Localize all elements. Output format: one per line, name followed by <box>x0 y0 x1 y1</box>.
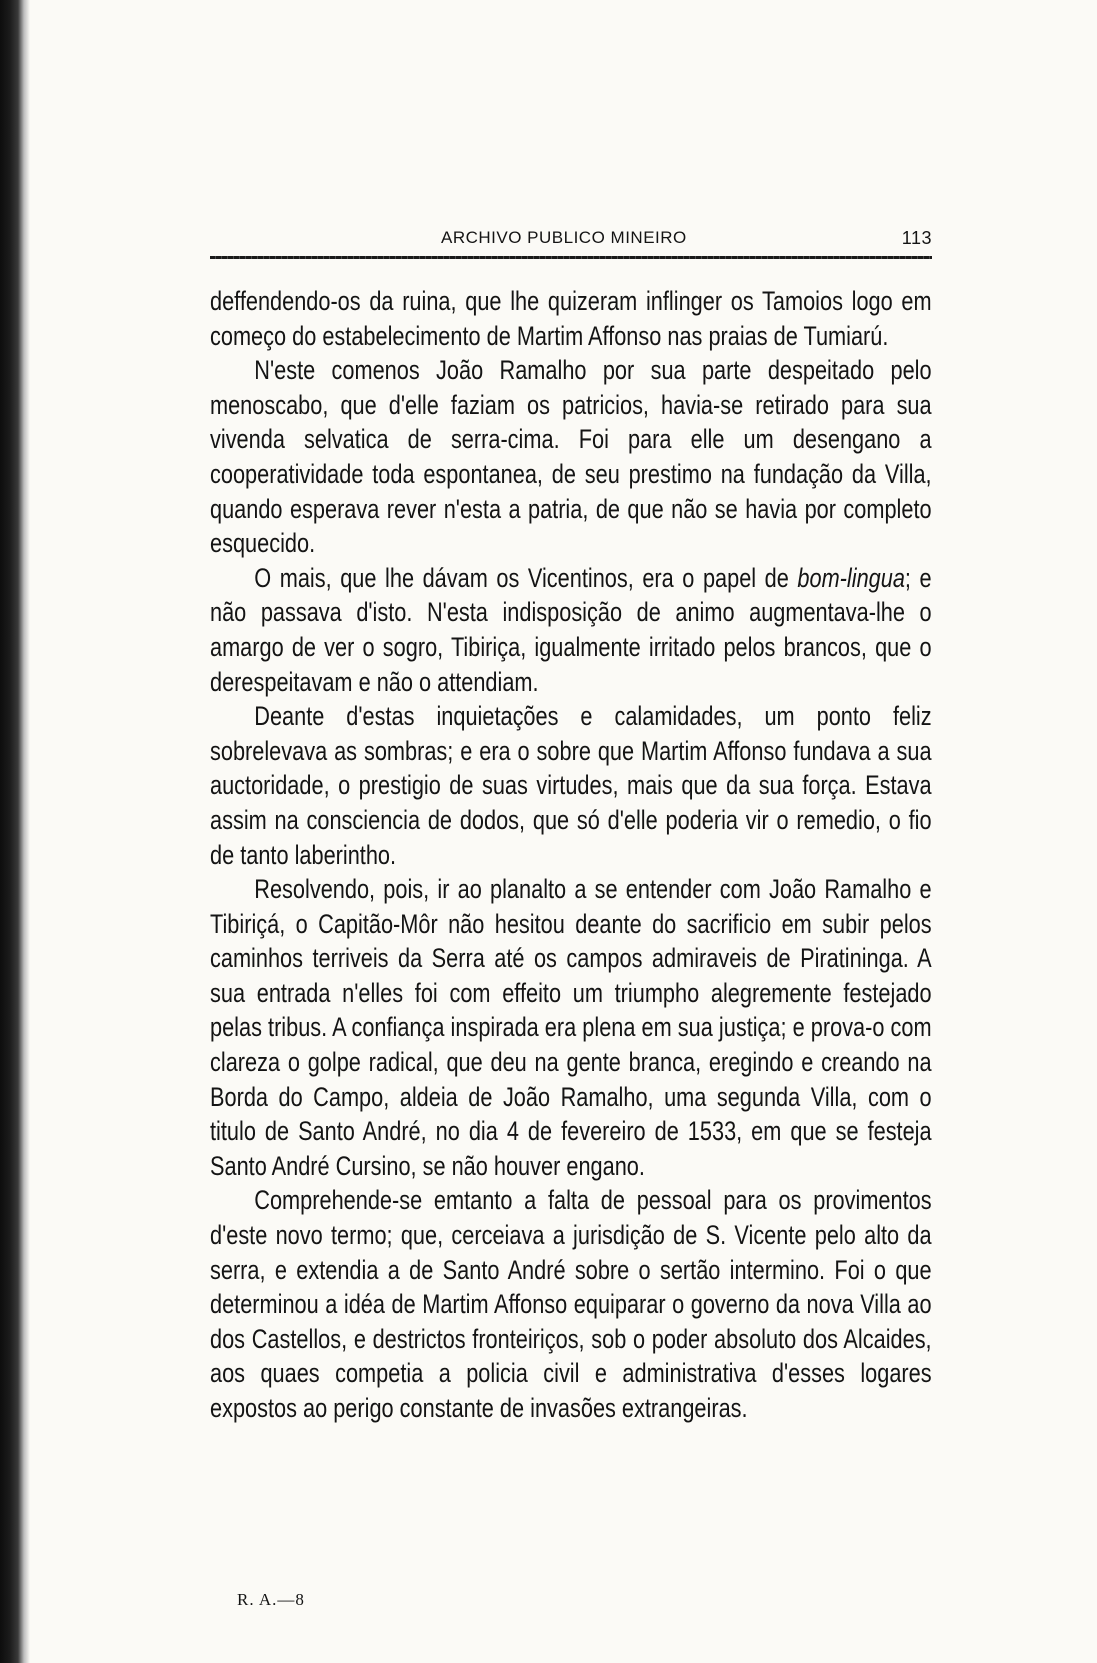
book-page <box>210 228 932 1426</box>
header-rule <box>210 256 932 259</box>
page-header <box>210 228 932 254</box>
paragraph-2: N'este comenos João Ramalho por sua parte despeitado pelo menoscabo, que d'elle faziam os patricios, havia-se retirado para sua vivenda selvatica de serra-cima. Foi para elle um desengano a cooperatividade toda espontanea, de seu prestimo na fundação da Villa, quando esperava rever n'esta a patria, de que não se havia por completo esquecido. <box>210 355 932 559</box>
paragraph-3-end: ; e não passava d'isto. N'esta indisposição de animo augmentava-lhe o amargo de ver o sogro, Tibiriça, igualmente irritado pelos brancos, que o derespeitavam e não o attendiam. <box>210 562 932 697</box>
paragraph-1: deffendendo-os da ruina, que lhe quizeram inflinger os Tamoios logo em começo do estabelecimento de Martim Affonso nas praias de Tumiarú. <box>210 286 932 351</box>
running-title: ARCHIVO PUBLICO MINEIRO <box>441 228 687 247</box>
paragraph-4: Deante d'estas inquietações e calamidades, um ponto feliz sobrelevava as sombras; e era o sobre que Martim Affonso fundava a sua auctoridade, o prestigio de suas virtudes, mais que da sua força. Estava assim na consciencia de dodos, que só d'elle poderia vir o remedio, o fio de tanto laberintho. <box>210 701 932 870</box>
paragraph-6: Comprehende-se emtanto a falta de pessoal para os provimentos d'este novo termo; que, cerceiava a jurisdição de S. Vicente pelo alto da serra, e extendia a de Santo André sobre o sertão intermino. Foi o que determinou a idéa de Martim Affonso equiparar o governo da nova Villa ao dos Castellos, e destrictos fronteiriços, sob o poder absoluto dos Alcaides, aos quaes competia a policia civil e administrativa d'esses logares expostos ao perigo constante de invasões extrangeiras. <box>210 1185 932 1423</box>
body-text <box>210 284 932 1426</box>
italic-term: bom-lingua <box>797 562 905 593</box>
paragraph-5: Resolvendo, pois, ir ao planalto a se entender com João Ramalho e Tibiriçá, o Capitão-Môr não hesitou deante do sacrificio em subir pelos caminhos terriveis da Serra até os campos admiraveis de Piratininga. A sua entrada n'elles foi com effeito um triumpho alegremente festejado pelas tribus. A confiança inspirada era plena em sua justiça; e prova-o com clareza o golpe radical, que deu na gente branca, eregindo e creando na Borda do Campo, aldeia de João Ramalho, uma segunda Villa, com o titulo de Santo André, no dia 4 de fevereiro de 1533, em que se festeja Santo André Cursino, se não houver engano. <box>210 874 932 1181</box>
paragraph-3-start: O mais, que lhe dávam os Vicentinos, era o papel de <box>254 562 798 593</box>
printer-signature: R. A.—8 <box>237 1590 305 1609</box>
paragraph-3 <box>210 561 932 699</box>
page-number: 113 <box>901 228 932 248</box>
book-binding-edge <box>0 0 30 1663</box>
